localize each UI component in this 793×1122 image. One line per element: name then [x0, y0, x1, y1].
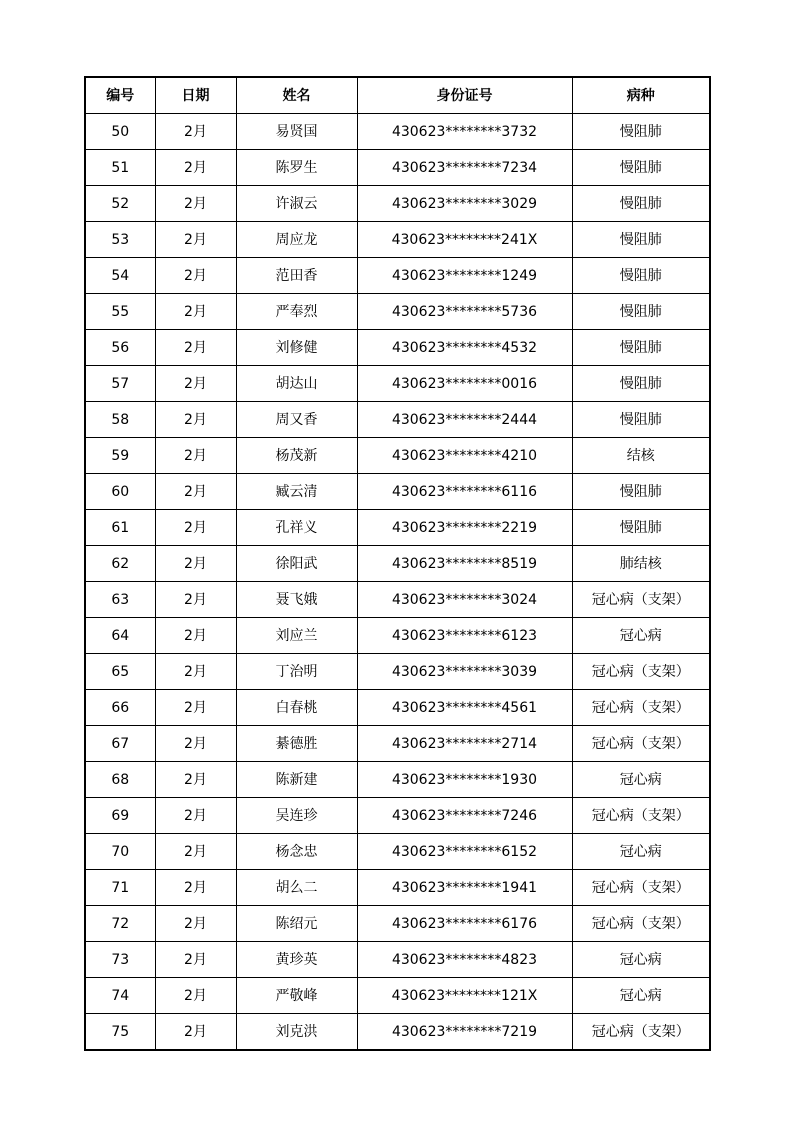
cell-name: 刘克洪: [236, 1014, 357, 1051]
cell-disease: 冠心病（支架）: [572, 654, 710, 690]
cell-name: 白春桃: [236, 690, 357, 726]
cell-name: 刘修健: [236, 330, 357, 366]
cell-name: 周又香: [236, 402, 357, 438]
cell-id-number: 430623********1249: [357, 258, 572, 294]
cell-number: 60: [85, 474, 155, 510]
table-row: [85, 654, 710, 690]
cell-name: 范田香: [236, 258, 357, 294]
cell-date: 2月: [155, 978, 236, 1014]
cell-name: 陈新建: [236, 762, 357, 798]
cell-id-number: 430623********3039: [357, 654, 572, 690]
cell-number: 67: [85, 726, 155, 762]
patient-table: [84, 76, 711, 1051]
cell-id-number: 430623********5736: [357, 294, 572, 330]
cell-id-number: 430623********2219: [357, 510, 572, 546]
cell-id-number: 430623********2714: [357, 726, 572, 762]
table-row: [85, 582, 710, 618]
cell-id-number: 430623********3024: [357, 582, 572, 618]
table-row: [85, 474, 710, 510]
cell-disease: 冠心病（支架）: [572, 870, 710, 906]
cell-id-number: 430623********2444: [357, 402, 572, 438]
cell-id-number: 430623********7234: [357, 150, 572, 186]
cell-disease: 慢阻肺: [572, 114, 710, 150]
cell-disease: 冠心病（支架）: [572, 690, 710, 726]
cell-date: 2月: [155, 906, 236, 942]
cell-id-number: 430623********1941: [357, 870, 572, 906]
cell-id-number: 430623********4532: [357, 330, 572, 366]
cell-date: 2月: [155, 870, 236, 906]
cell-number: 69: [85, 798, 155, 834]
cell-id-number: 430623********7219: [357, 1014, 572, 1051]
cell-disease: 冠心病: [572, 978, 710, 1014]
cell-id-number: 430623********6116: [357, 474, 572, 510]
cell-number: 73: [85, 942, 155, 978]
cell-name: 胡达山: [236, 366, 357, 402]
table-row: [85, 150, 710, 186]
cell-date: 2月: [155, 114, 236, 150]
cell-disease: 慢阻肺: [572, 294, 710, 330]
cell-disease: 冠心病: [572, 834, 710, 870]
cell-disease: 慢阻肺: [572, 258, 710, 294]
cell-number: 75: [85, 1014, 155, 1051]
cell-disease: 冠心病: [572, 762, 710, 798]
cell-disease: 慢阻肺: [572, 150, 710, 186]
cell-id-number: 430623********6152: [357, 834, 572, 870]
column-header-name: 姓名: [236, 77, 357, 114]
cell-date: 2月: [155, 618, 236, 654]
cell-number: 65: [85, 654, 155, 690]
table-row: [85, 222, 710, 258]
cell-date: 2月: [155, 258, 236, 294]
cell-number: 58: [85, 402, 155, 438]
table-row: [85, 618, 710, 654]
table-row: [85, 690, 710, 726]
cell-date: 2月: [155, 582, 236, 618]
cell-number: 51: [85, 150, 155, 186]
cell-id-number: 430623********3029: [357, 186, 572, 222]
cell-date: 2月: [155, 402, 236, 438]
cell-name: 胡么二: [236, 870, 357, 906]
cell-date: 2月: [155, 762, 236, 798]
cell-date: 2月: [155, 690, 236, 726]
cell-date: 2月: [155, 366, 236, 402]
cell-id-number: 430623********4561: [357, 690, 572, 726]
cell-number: 64: [85, 618, 155, 654]
cell-date: 2月: [155, 330, 236, 366]
table-body: [85, 114, 710, 1051]
table-row: [85, 978, 710, 1014]
cell-name: 杨念忠: [236, 834, 357, 870]
column-header-disease: 病种: [572, 77, 710, 114]
cell-date: 2月: [155, 798, 236, 834]
cell-number: 71: [85, 870, 155, 906]
cell-id-number: 430623********6176: [357, 906, 572, 942]
cell-date: 2月: [155, 654, 236, 690]
cell-disease: 冠心病（支架）: [572, 582, 710, 618]
cell-disease: 肺结核: [572, 546, 710, 582]
cell-disease: 慢阻肺: [572, 222, 710, 258]
table-row: [85, 726, 710, 762]
table-row: [85, 942, 710, 978]
table-row: [85, 762, 710, 798]
cell-disease: 冠心病（支架）: [572, 726, 710, 762]
column-header-number: 编号: [85, 77, 155, 114]
cell-name: 陈罗生: [236, 150, 357, 186]
cell-date: 2月: [155, 294, 236, 330]
table-row: [85, 330, 710, 366]
table-row: [85, 294, 710, 330]
cell-number: 61: [85, 510, 155, 546]
table-row: [85, 258, 710, 294]
cell-name: 严敬峰: [236, 978, 357, 1014]
cell-disease: 冠心病: [572, 942, 710, 978]
cell-disease: 慢阻肺: [572, 186, 710, 222]
cell-name: 吴连珍: [236, 798, 357, 834]
cell-id-number: 430623********4823: [357, 942, 572, 978]
cell-date: 2月: [155, 834, 236, 870]
cell-name: 刘应兰: [236, 618, 357, 654]
table-row: [85, 798, 710, 834]
cell-number: 57: [85, 366, 155, 402]
table-row: [85, 186, 710, 222]
cell-disease: 冠心病（支架）: [572, 906, 710, 942]
cell-number: 74: [85, 978, 155, 1014]
cell-id-number: 430623********0016: [357, 366, 572, 402]
cell-number: 66: [85, 690, 155, 726]
cell-name: 严奉烈: [236, 294, 357, 330]
patient-table-sheet: [84, 76, 709, 1051]
cell-disease: 结核: [572, 438, 710, 474]
cell-number: 70: [85, 834, 155, 870]
cell-id-number: 430623********121X: [357, 978, 572, 1014]
cell-id-number: 430623********8519: [357, 546, 572, 582]
cell-name: 黄珍英: [236, 942, 357, 978]
cell-number: 59: [85, 438, 155, 474]
cell-disease: 慢阻肺: [572, 366, 710, 402]
cell-number: 54: [85, 258, 155, 294]
cell-name: 孔祥义: [236, 510, 357, 546]
table-header-row: [85, 77, 710, 114]
cell-date: 2月: [155, 438, 236, 474]
cell-id-number: 430623********6123: [357, 618, 572, 654]
column-header-date: 日期: [155, 77, 236, 114]
cell-id-number: 430623********7246: [357, 798, 572, 834]
cell-number: 52: [85, 186, 155, 222]
table-row: [85, 366, 710, 402]
column-header-id-number: 身份证号: [357, 77, 572, 114]
cell-disease: 慢阻肺: [572, 510, 710, 546]
table-row: [85, 546, 710, 582]
cell-date: 2月: [155, 510, 236, 546]
cell-disease: 冠心病（支架）: [572, 798, 710, 834]
table-row: [85, 114, 710, 150]
cell-name: 綦德胜: [236, 726, 357, 762]
cell-date: 2月: [155, 186, 236, 222]
cell-name: 杨茂新: [236, 438, 357, 474]
table-row: [85, 402, 710, 438]
cell-id-number: 430623********4210: [357, 438, 572, 474]
cell-number: 62: [85, 546, 155, 582]
cell-disease: 慢阻肺: [572, 402, 710, 438]
cell-name: 周应龙: [236, 222, 357, 258]
cell-date: 2月: [155, 222, 236, 258]
cell-name: 易贤国: [236, 114, 357, 150]
cell-number: 63: [85, 582, 155, 618]
cell-disease: 慢阻肺: [572, 330, 710, 366]
cell-name: 臧云清: [236, 474, 357, 510]
cell-number: 68: [85, 762, 155, 798]
cell-date: 2月: [155, 942, 236, 978]
table-row: [85, 834, 710, 870]
cell-date: 2月: [155, 1014, 236, 1051]
cell-name: 丁治明: [236, 654, 357, 690]
cell-date: 2月: [155, 726, 236, 762]
cell-date: 2月: [155, 474, 236, 510]
cell-disease: 慢阻肺: [572, 474, 710, 510]
table-row: [85, 1014, 710, 1051]
table-row: [85, 510, 710, 546]
cell-date: 2月: [155, 150, 236, 186]
table-row: [85, 870, 710, 906]
cell-name: 徐阳武: [236, 546, 357, 582]
cell-number: 55: [85, 294, 155, 330]
table-row: [85, 438, 710, 474]
cell-date: 2月: [155, 546, 236, 582]
cell-disease: 冠心病（支架）: [572, 1014, 710, 1051]
table-row: [85, 906, 710, 942]
cell-id-number: 430623********241X: [357, 222, 572, 258]
cell-number: 72: [85, 906, 155, 942]
cell-disease: 冠心病: [572, 618, 710, 654]
cell-id-number: 430623********1930: [357, 762, 572, 798]
cell-id-number: 430623********3732: [357, 114, 572, 150]
cell-number: 56: [85, 330, 155, 366]
cell-name: 陈绍元: [236, 906, 357, 942]
cell-number: 50: [85, 114, 155, 150]
cell-name: 许淑云: [236, 186, 357, 222]
cell-name: 聂飞娥: [236, 582, 357, 618]
cell-number: 53: [85, 222, 155, 258]
